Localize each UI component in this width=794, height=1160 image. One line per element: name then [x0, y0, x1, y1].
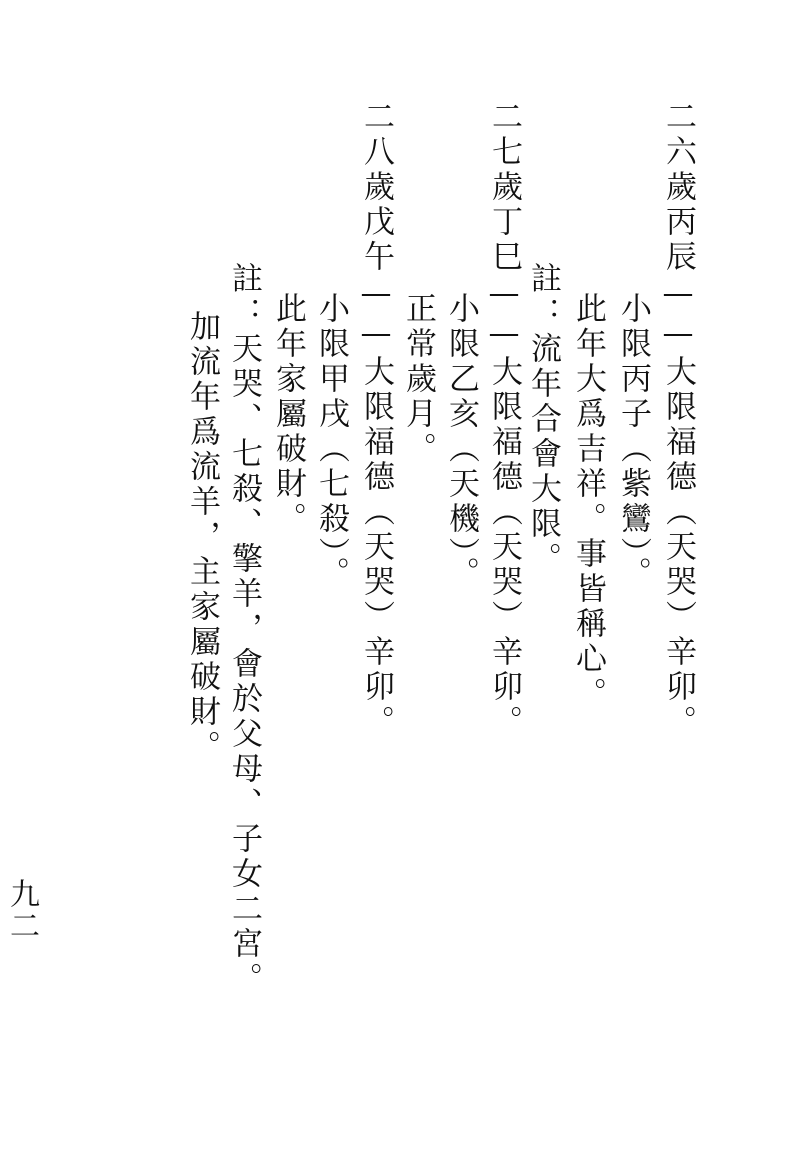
entry-note-cont-26: 正常歲月。 — [400, 292, 436, 467]
page-number: 九二 — [4, 878, 39, 942]
entry-line-comment-26: 此年大爲吉祥。事皆稱心。 — [570, 292, 606, 712]
entry-heading-28: 二八歲戊午——大限福德（天哭）辛卯。 — [358, 100, 394, 740]
entry-heading-27: 二七歲丁巳——大限福德（天哭）辛卯。 — [486, 100, 522, 740]
entry-line-minor-limit-26: 小限丙子（紫鸞）。 — [615, 292, 651, 592]
entry-note-28: 註：天哭、七殺、擎羊，會於父母、子女二宮。 — [226, 262, 262, 997]
entry-line-minor-limit-27: 小限乙亥（天機）。 — [443, 292, 479, 592]
entry-note-cont-28: 加流年爲流羊，主家屬破財。 — [184, 310, 220, 765]
entry-line-comment-28: 此年家屬破財。 — [270, 292, 306, 537]
entry-heading-26: 二六歲丙辰——大限福德（天哭）辛卯。 — [660, 100, 696, 740]
entry-line-minor-limit-28: 小限甲戌（七殺）。 — [313, 292, 349, 592]
entry-note-26: 註：流年合會大限。 — [525, 262, 561, 577]
